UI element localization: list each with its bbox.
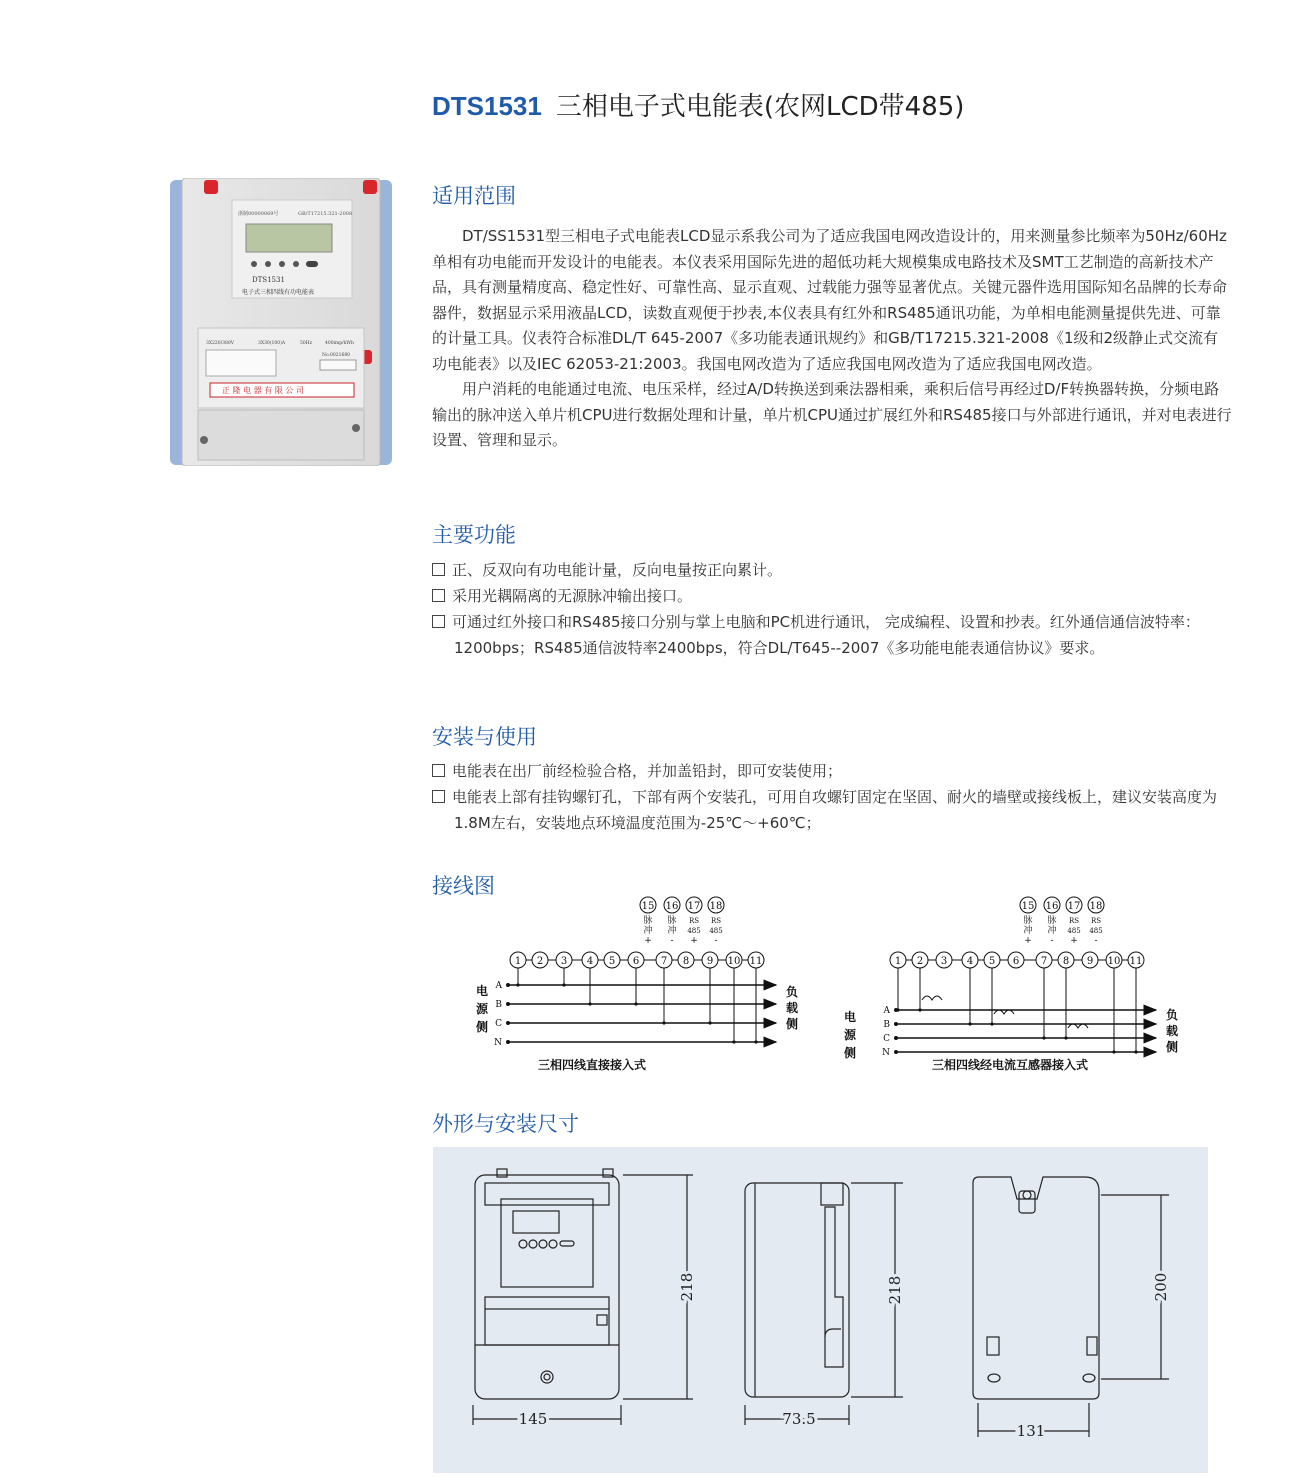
ct-coil	[922, 996, 942, 1000]
aux-label: 485	[1089, 927, 1103, 935]
aux-label: 冲	[643, 926, 653, 936]
diagram-caption: 三相四线经电流互感器接入式	[931, 1058, 1089, 1072]
dim-front-height: 218	[678, 1272, 696, 1302]
terminal-label: 7	[1040, 956, 1048, 967]
load-side-label: 侧	[785, 1017, 799, 1031]
dimension-drawings	[433, 1147, 1208, 1473]
dim-front-width: 145	[518, 1410, 548, 1428]
source-side-label: 侧	[843, 1046, 857, 1060]
section-title-dimensions: 外形与安装尺寸	[432, 1112, 579, 1136]
section-title-features: 主要功能	[432, 523, 516, 547]
aux-label: 485	[687, 927, 701, 935]
product-photo	[170, 178, 392, 466]
terminal-label: 6	[632, 956, 640, 967]
terminal-label: 4	[966, 956, 974, 967]
aux-label: 脉	[667, 916, 677, 926]
aux-label: +	[1070, 936, 1078, 946]
source-side-label: 侧	[475, 1020, 489, 1034]
page-title	[432, 86, 964, 123]
terminal-label: 5	[988, 956, 996, 967]
checkbox-icon	[432, 764, 445, 777]
svg-text:DTS1531: DTS1531	[252, 276, 285, 284]
list-item: 电能表上部有挂钩螺钉孔，下部有两个安装孔，可用自攻螺钉固定在坚固、耐火的墙壁或接线板上，建议安装高度为1.8M左右，安装地点环境温度范围为-25℃～+60℃；	[432, 784, 1232, 836]
scope-text	[432, 224, 1232, 454]
phase-label-C: C	[495, 1019, 502, 1029]
phase-label-C: C	[883, 1034, 890, 1044]
phase-label-N: N	[882, 1048, 890, 1058]
source-side-label: 电	[475, 984, 489, 998]
terminal-label: 10	[727, 956, 741, 967]
aux-terminal-label: 15	[641, 901, 655, 912]
aux-label: +	[690, 936, 698, 946]
lcd-screen	[246, 224, 332, 252]
terminal-label: 6	[1012, 956, 1020, 967]
aux-label: 冲	[667, 926, 677, 936]
phase-label-A: A	[883, 1006, 890, 1016]
checkbox-icon	[432, 615, 445, 628]
aux-label: RS	[1068, 917, 1080, 925]
aux-label: 冲	[1047, 926, 1057, 936]
wiring-diagram-direct	[475, 897, 798, 1072]
svg-text:电子式三相四线有功电能表: 电子式三相四线有功电能表	[242, 289, 315, 296]
aux-terminal-label: 18	[709, 901, 723, 912]
list-item: 采用光耦隔离的无源脉冲输出接口。	[432, 583, 1232, 609]
source-side-label: 电	[843, 1010, 857, 1024]
terminal-label: 5	[608, 956, 616, 967]
scope-paragraph-1: DT/SS1531型三相电子式电能表LCD显示系我公司为了适应我国电网改造设计的，用来测量参比频率为50Hz/60Hz单相有功电能而开发设计的电能表。本仪表采用国际先进的超低功耗大规模集成电路技术及SMT工艺制造的高新技术产品，具有测量精度高、稳定性好、可靠性高、显示直观、过载能力强等显著优点。关键元器件选用国际知名品牌的长寿命器件，数据显示采用液晶LCD，读数直观便于抄表,本仪表具有红外和RS485通讯功能，为单相电能测量提供先进、可靠的计量工具。仪表符合标准DL/T 645-2007《多功能表通讯规约》和GB/T17215.321-2008《1级和2级静止式交流有功电能表》以及IEC 62053-21:2003。我国电网改造为了适应我国电网改造为了适应我国电网改造。	[432, 227, 1228, 373]
svg-text:GB/T17215.321-2008: GB/T17215.321-2008	[298, 211, 353, 217]
wiring-diagrams	[466, 893, 1226, 1078]
phase-label-B: B	[883, 1020, 890, 1030]
aux-label: -	[714, 936, 718, 946]
dim-back-spacing: 131	[1016, 1422, 1046, 1440]
list-item: 电能表在出厂前经检验合格，并加盖铅封，即可安装使用；	[432, 758, 1232, 784]
load-side-label: 载	[1165, 1024, 1179, 1038]
svg-text:3X30(100)A: 3X30(100)A	[258, 341, 286, 346]
dim-side-depth: 73.5	[782, 1410, 816, 1428]
svg-text:3X220/380V: 3X220/380V	[206, 341, 235, 346]
terminal-label: 3	[560, 956, 568, 967]
back-view	[973, 1177, 1169, 1437]
diagram-caption: 三相四线直接接入式	[537, 1058, 647, 1072]
aux-terminal-label: 16	[1045, 901, 1059, 912]
terminal-label: 7	[660, 956, 668, 967]
list-item: 可通过红外接口和RS485接口分别与掌上电脑和PC机进行通讯， 完成编程、设置和抄表。红外通信通信波特率：1200bps；RS485通信波特率2400bps，符合DL/T645--2007《多功能电能表通信协议》要求。	[432, 609, 1232, 661]
section-title-wiring: 接线图	[432, 874, 495, 898]
aux-label: -	[670, 936, 674, 946]
phase-label-A: A	[495, 981, 502, 991]
aux-label: +	[644, 936, 652, 946]
aux-label: 脉	[1047, 916, 1057, 926]
load-side-label: 负	[785, 985, 799, 999]
aux-label: 485	[709, 927, 723, 935]
dim-back-height: 200	[1152, 1272, 1170, 1302]
terminal-label: 4	[586, 956, 594, 967]
svg-text:浙制00000069号: 浙制00000069号	[238, 211, 279, 217]
aux-terminal-label: 17	[687, 901, 701, 912]
aux-terminal-label: 18	[1089, 901, 1103, 912]
list-item: 正、反双向有功电能计量，反向电量按正向累计。	[432, 557, 1232, 583]
wiring-diagram-ct	[843, 897, 1178, 1072]
terminal-label: 1	[514, 956, 522, 967]
terminal-label: 2	[916, 956, 924, 967]
source-side-label: 源	[475, 1002, 489, 1016]
seal-left	[204, 180, 218, 194]
terminal-label: 8	[682, 956, 690, 967]
load-side-label: 负	[1165, 1008, 1179, 1022]
svg-text:400imp/kWh: 400imp/kWh	[325, 341, 354, 346]
terminal-label: 8	[1062, 956, 1070, 967]
terminal-label: 1	[894, 956, 902, 967]
front-view	[473, 1169, 693, 1473]
aux-label: 485	[1067, 927, 1081, 935]
phase-label-N: N	[494, 1038, 502, 1048]
terminal-label: 3	[940, 956, 948, 967]
section-title-scope: 适用范围	[432, 184, 516, 208]
terminal-label: 11	[1129, 956, 1143, 967]
section-title-install: 安装与使用	[432, 725, 537, 749]
side-view	[745, 1183, 903, 1425]
aux-label: RS	[710, 917, 722, 925]
terminal-label: 11	[749, 956, 763, 967]
svg-text:50Hz: 50Hz	[300, 341, 313, 346]
aux-label: -	[1050, 936, 1054, 946]
install-list	[432, 758, 1232, 836]
features-list	[432, 557, 1232, 661]
terminal-label: 9	[706, 956, 714, 967]
aux-label: RS	[688, 917, 700, 925]
aux-label: -	[1094, 936, 1098, 946]
aux-terminal-label: 16	[665, 901, 679, 912]
checkbox-icon	[432, 790, 445, 803]
aux-label: 冲	[1023, 926, 1033, 936]
terminal-label: 9	[1086, 956, 1094, 967]
dim-side-height: 218	[886, 1275, 904, 1305]
svg-text:No.0021680: No.0021680	[322, 353, 351, 358]
aux-label: 脉	[1023, 916, 1033, 926]
phase-label-B: B	[495, 1000, 502, 1010]
terminal-label: 10	[1107, 956, 1121, 967]
load-side-label: 载	[785, 1001, 799, 1015]
checkbox-icon	[432, 563, 445, 576]
svg-text:正 隆 电 器 有 限 公 司: 正 隆 电 器 有 限 公 司	[222, 386, 304, 395]
seal-right	[363, 180, 377, 194]
scope-paragraph-2: 用户消耗的电能通过电流、电压采样，经过A/D转换送到乘法器相乘，乘积后信号再经过D/F转换器转换，分频电路输出的脉冲送入单片机CPU进行数据处理和计量，单片机CPU通过扩展红外和RS485接口与外部进行通讯，并对电表进行设置、管理和显示。	[432, 380, 1232, 449]
aux-label: RS	[1090, 917, 1102, 925]
source-side-label: 源	[843, 1028, 857, 1042]
aux-terminal-label: 15	[1021, 901, 1035, 912]
aux-label: 脉	[643, 916, 653, 926]
terminal-label: 2	[536, 956, 544, 967]
load-side-label: 侧	[1165, 1040, 1179, 1054]
aux-terminal-label: 17	[1067, 901, 1081, 912]
product-name: 三相电子式电能表(农网LCD带485)	[555, 92, 965, 122]
checkbox-icon	[432, 589, 445, 602]
product-model: DTS1531	[432, 91, 542, 121]
aux-label: +	[1024, 936, 1032, 946]
